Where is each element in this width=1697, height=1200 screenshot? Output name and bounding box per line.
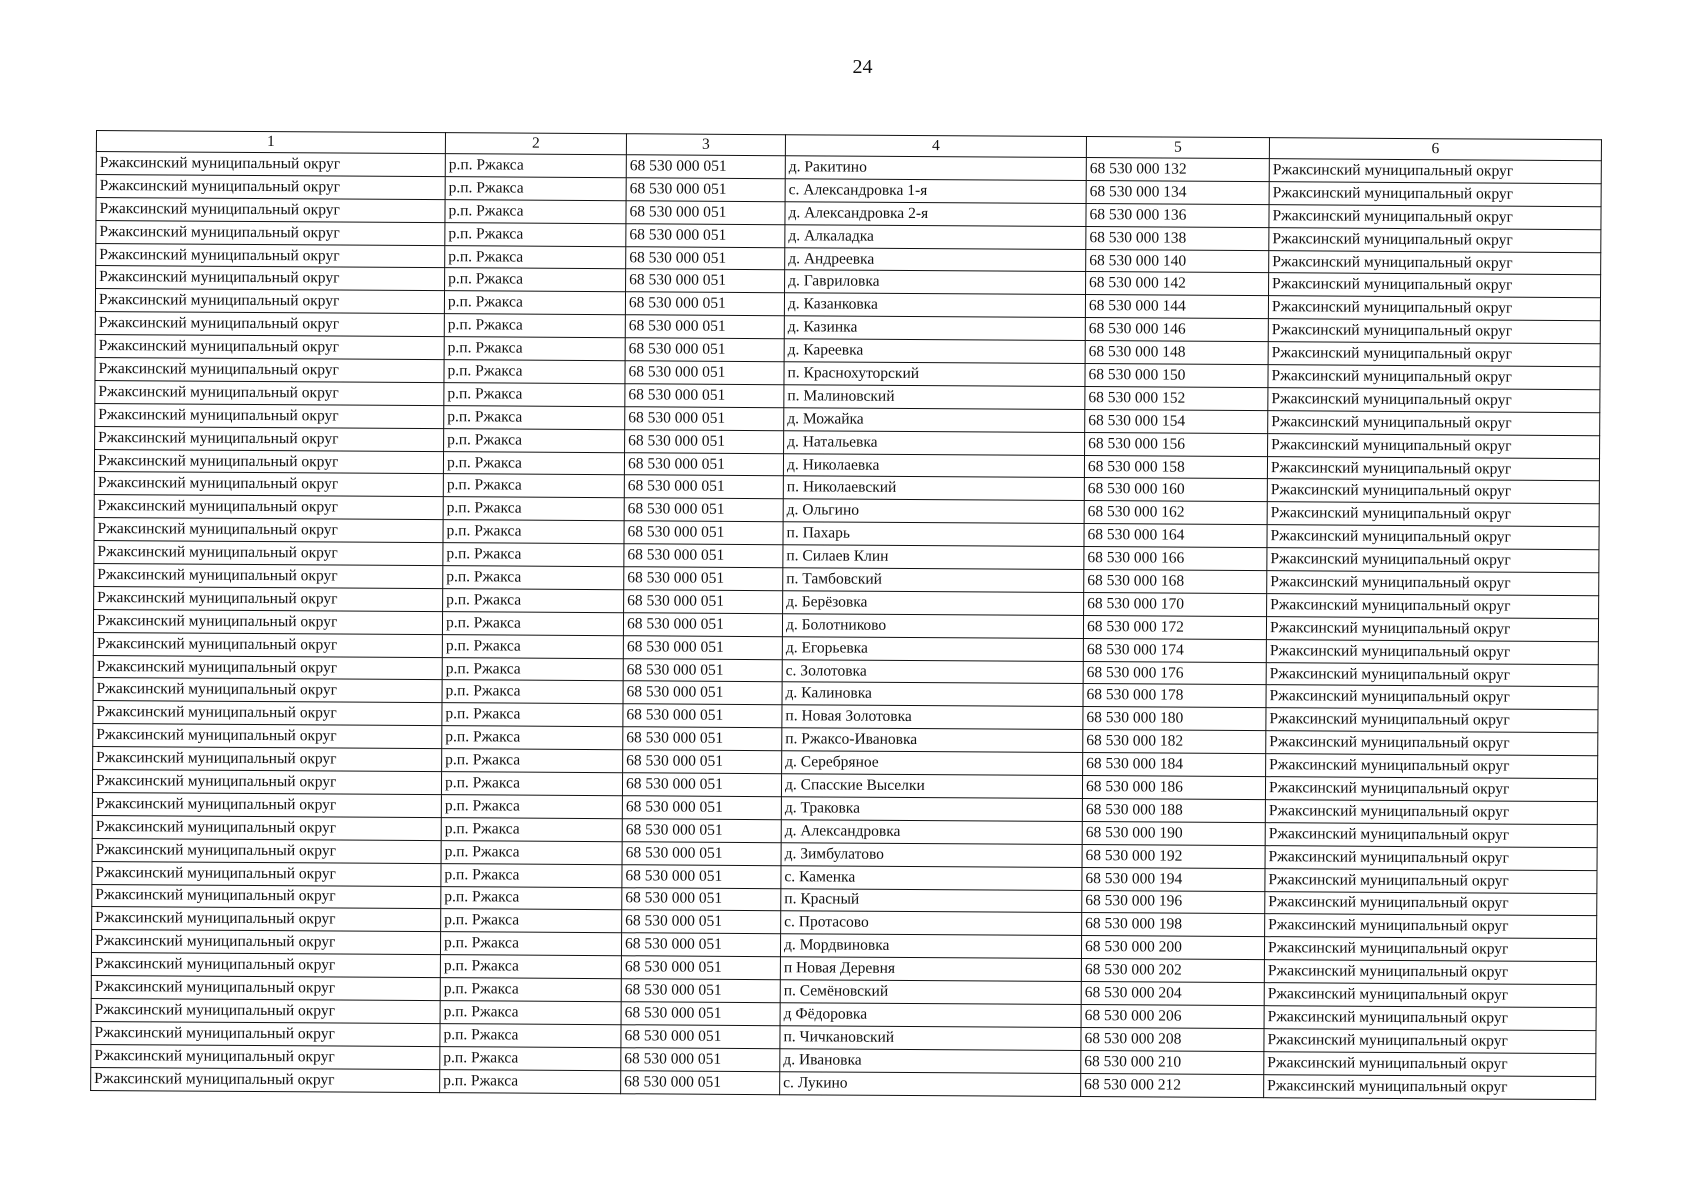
admin-center-oktmo-cell: 68 530 000 051 — [621, 956, 780, 980]
admin-center-oktmo-cell: 68 530 000 051 — [621, 1025, 780, 1049]
target-okrug-cell: Ржаксинский муниципальный округ — [1264, 937, 1596, 962]
target-okrug-cell: Ржаксинский муниципальный округ — [1266, 685, 1598, 710]
admin-center-oktmo-cell: 68 530 000 051 — [622, 841, 781, 865]
municipal-okrug-cell: Ржаксинский муниципальный округ — [95, 289, 444, 314]
admin-center-cell: р.п. Ржакса — [445, 222, 626, 246]
settlement-oktmo-cell: 68 530 000 160 — [1084, 478, 1267, 502]
settlement-name-cell: д. Калиновка — [782, 682, 1083, 707]
column-header-4: 4 — [785, 135, 1086, 158]
settlement-oktmo-cell: 68 530 000 132 — [1086, 158, 1269, 182]
settlement-oktmo-cell: 68 530 000 168 — [1084, 570, 1267, 594]
settlement-name-cell: д. Андреевка — [785, 247, 1086, 272]
admin-center-oktmo-cell: 68 530 000 051 — [624, 567, 783, 591]
settlement-oktmo-cell: 68 530 000 162 — [1084, 501, 1267, 525]
municipal-okrug-cell: Ржаксинский муниципальный округ — [93, 678, 442, 703]
admin-center-cell: р.п. Ржакса — [444, 291, 625, 315]
settlement-name-cell: д. Алкаладка — [785, 224, 1086, 249]
admin-center-cell: р.п. Ржакса — [444, 360, 625, 384]
municipal-okrug-cell: Ржаксинский муниципальный округ — [92, 815, 441, 840]
target-okrug-cell: Ржаксинский муниципальный округ — [1264, 1074, 1596, 1099]
settlement-oktmo-cell: 68 530 000 144 — [1085, 295, 1268, 319]
settlement-oktmo-cell: 68 530 000 138 — [1086, 226, 1269, 250]
settlement-oktmo-cell: 68 530 000 150 — [1085, 364, 1268, 388]
target-okrug-cell: Ржаксинский муниципальный округ — [1269, 204, 1601, 229]
admin-center-cell: р.п. Ржакса — [442, 680, 623, 704]
target-okrug-cell: Ржаксинский муниципальный округ — [1269, 159, 1601, 184]
target-okrug-cell: Ржаксинский муниципальный округ — [1265, 800, 1597, 825]
municipal-okrug-cell: Ржаксинский муниципальный округ — [95, 335, 444, 360]
settlement-oktmo-cell: 68 530 000 206 — [1081, 1004, 1264, 1028]
municipal-okrug-cell: Ржаксинский муниципальный округ — [93, 747, 442, 772]
municipal-okrug-cell: Ржаксинский муниципальный округ — [91, 953, 440, 978]
admin-center-oktmo-cell: 68 530 000 051 — [626, 178, 785, 202]
settlement-name-cell: д. Казанковка — [784, 293, 1085, 318]
municipal-okrug-cell: Ржаксинский муниципальный округ — [91, 998, 440, 1023]
admin-center-oktmo-cell: 68 530 000 051 — [624, 498, 783, 522]
admin-center-cell: р.п. Ржакса — [443, 543, 624, 567]
admin-center-oktmo-cell: 68 530 000 051 — [622, 887, 781, 911]
settlement-name-cell: д. Зимбулатово — [781, 842, 1082, 867]
municipal-okrug-cell: Ржаксинский муниципальный округ — [95, 403, 444, 428]
settlement-oktmo-cell: 68 530 000 178 — [1083, 684, 1266, 708]
admin-center-cell: р.п. Ржакса — [441, 863, 622, 887]
column-header-3: 3 — [626, 134, 785, 156]
admin-center-oktmo-cell: 68 530 000 051 — [623, 704, 782, 728]
target-okrug-cell: Ржаксинский муниципальный округ — [1264, 1028, 1596, 1053]
target-okrug-cell: Ржаксинский муниципальный округ — [1267, 594, 1599, 619]
settlement-name-cell: п. Семёновский — [780, 980, 1081, 1005]
settlement-oktmo-cell: 68 530 000 188 — [1082, 798, 1265, 822]
admin-center-cell: р.п. Ржакса — [442, 726, 623, 750]
admin-center-oktmo-cell: 68 530 000 051 — [626, 201, 785, 225]
settlement-oktmo-cell: 68 530 000 208 — [1081, 1027, 1264, 1051]
settlement-oktmo-cell: 68 530 000 190 — [1082, 821, 1265, 845]
settlement-name-cell: д. Натальевка — [784, 430, 1085, 455]
municipal-okrug-cell: Ржаксинский муниципальный округ — [96, 174, 445, 199]
settlement-oktmo-cell: 68 530 000 182 — [1083, 730, 1266, 754]
settlement-oktmo-cell: 68 530 000 180 — [1083, 707, 1266, 731]
municipal-okrug-cell: Ржаксинский муниципальный округ — [96, 266, 445, 291]
settlement-name-cell: п. Краснохуторский — [784, 362, 1085, 387]
settlement-oktmo-cell: 68 530 000 148 — [1085, 341, 1268, 365]
column-header-2: 2 — [445, 133, 626, 155]
settlement-name-cell: д. Мордвиновка — [780, 934, 1081, 959]
target-okrug-cell: Ржаксинский муниципальный округ — [1267, 502, 1599, 527]
municipal-okrug-cell: Ржаксинский муниципальный округ — [91, 1021, 440, 1046]
settlement-name-cell: п. Тамбовский — [783, 568, 1084, 593]
admin-center-oktmo-cell: 68 530 000 051 — [623, 750, 782, 774]
municipal-okrug-cell: Ржаксинский муниципальный округ — [92, 907, 441, 932]
settlement-name-cell: д. Александровка — [781, 820, 1082, 845]
settlement-name-cell: п Новая Деревня — [780, 957, 1081, 982]
admin-center-cell: р.п. Ржакса — [445, 268, 626, 292]
admin-center-cell: р.п. Ржакса — [444, 337, 625, 361]
target-okrug-cell: Ржаксинский муниципальный округ — [1264, 960, 1596, 985]
settlement-oktmo-cell: 68 530 000 210 — [1081, 1050, 1264, 1074]
admin-center-oktmo-cell: 68 530 000 051 — [623, 658, 782, 682]
admin-center-oktmo-cell: 68 530 000 051 — [624, 475, 783, 499]
target-okrug-cell: Ржаксинский муниципальный округ — [1268, 319, 1600, 344]
municipal-okrug-cell: Ржаксинский муниципальный округ — [93, 724, 442, 749]
target-okrug-cell: Ржаксинский муниципальный округ — [1269, 273, 1601, 298]
target-okrug-cell: Ржаксинский муниципальный округ — [1267, 571, 1599, 596]
settlement-name-cell: д. Спасские Выселки — [781, 774, 1082, 799]
admin-center-cell: р.п. Ржакса — [441, 840, 622, 864]
settlement-name-cell: д. Николаевка — [783, 453, 1084, 478]
settlement-name-cell: с. Каменка — [781, 865, 1082, 890]
target-okrug-cell: Ржаксинский муниципальный округ — [1268, 342, 1600, 367]
municipal-okrug-cell: Ржаксинский муниципальный округ — [96, 197, 445, 222]
municipal-okrug-cell: Ржаксинский муниципальный округ — [92, 792, 441, 817]
admin-center-oktmo-cell: 68 530 000 051 — [621, 1002, 780, 1026]
target-okrug-cell: Ржаксинский муниципальный округ — [1264, 1051, 1596, 1076]
settlement-oktmo-cell: 68 530 000 198 — [1082, 913, 1265, 937]
target-okrug-cell: Ржаксинский муниципальный округ — [1265, 845, 1597, 870]
target-okrug-cell: Ржаксинский муниципальный округ — [1269, 182, 1601, 207]
admin-center-oktmo-cell: 68 530 000 051 — [622, 796, 781, 820]
admin-center-cell: р.п. Ржакса — [445, 154, 626, 178]
municipal-okrug-cell: Ржаксинский муниципальный округ — [94, 518, 443, 543]
admin-center-cell: р.п. Ржакса — [444, 428, 625, 452]
municipal-okrug-cell: Ржаксинский муниципальный округ — [94, 472, 443, 497]
admin-center-oktmo-cell: 68 530 000 051 — [626, 155, 785, 179]
settlement-oktmo-cell: 68 530 000 204 — [1081, 982, 1264, 1006]
settlement-name-cell: д Фёдоровка — [780, 1003, 1081, 1028]
settlement-name-cell: д. Кареевка — [784, 339, 1085, 364]
settlement-name-cell: с. Золотовка — [782, 659, 1083, 684]
target-okrug-cell: Ржаксинский муниципальный округ — [1267, 456, 1599, 481]
admin-center-cell: р.п. Ржакса — [443, 474, 624, 498]
settlement-oktmo-cell: 68 530 000 136 — [1086, 203, 1269, 227]
target-okrug-cell: Ржаксинский муниципальный округ — [1266, 754, 1598, 779]
admin-center-cell: р.п. Ржакса — [443, 451, 624, 475]
admin-center-cell: р.п. Ржакса — [440, 1046, 621, 1070]
admin-center-cell: р.п. Ржакса — [441, 909, 622, 933]
admin-center-oktmo-cell: 68 530 000 051 — [621, 1070, 780, 1094]
admin-center-cell: р.п. Ржакса — [440, 932, 621, 956]
settlement-oktmo-cell: 68 530 000 166 — [1084, 547, 1267, 571]
municipal-okrug-cell: Ржаксинский муниципальный округ — [94, 564, 443, 589]
admin-center-oktmo-cell: 68 530 000 051 — [623, 613, 782, 637]
admin-center-cell: р.п. Ржакса — [440, 955, 621, 979]
admin-center-oktmo-cell: 68 530 000 051 — [626, 246, 785, 270]
settlement-oktmo-cell: 68 530 000 196 — [1082, 890, 1265, 914]
settlement-name-cell: п. Пахарь — [783, 522, 1084, 547]
settlement-oktmo-cell: 68 530 000 202 — [1081, 959, 1264, 983]
settlement-oktmo-cell: 68 530 000 152 — [1085, 386, 1268, 410]
admin-center-cell: р.п. Ржакса — [440, 1069, 621, 1093]
admin-center-oktmo-cell: 68 530 000 051 — [625, 361, 784, 385]
admin-center-oktmo-cell: 68 530 000 051 — [624, 521, 783, 545]
municipal-okrug-cell: Ржаксинский муниципальный округ — [95, 312, 444, 337]
admin-center-oktmo-cell: 68 530 000 051 — [623, 635, 782, 659]
municipal-okrug-cell: Ржаксинский муниципальный округ — [96, 152, 445, 177]
municipal-okrug-cell: Ржаксинский муниципальный округ — [94, 449, 443, 474]
table-container — [90, 130, 1602, 1100]
settlement-oktmo-cell: 68 530 000 212 — [1081, 1073, 1264, 1097]
target-okrug-cell: Ржаксинский муниципальный округ — [1265, 822, 1597, 847]
column-header-1: 1 — [96, 131, 445, 154]
settlement-oktmo-cell: 68 530 000 170 — [1084, 592, 1267, 616]
municipal-okrug-cell: Ржаксинский муниципальный округ — [92, 838, 441, 863]
settlement-oktmo-cell: 68 530 000 174 — [1083, 638, 1266, 662]
admin-center-oktmo-cell: 68 530 000 051 — [626, 223, 785, 247]
settlement-name-cell: п. Новая Золотовка — [782, 705, 1083, 730]
settlement-oktmo-cell: 68 530 000 200 — [1081, 936, 1264, 960]
municipal-okrug-cell: Ржаксинский муниципальный округ — [93, 632, 442, 657]
admin-center-oktmo-cell: 68 530 000 051 — [623, 727, 782, 751]
municipal-okrug-cell: Ржаксинский муниципальный округ — [91, 930, 440, 955]
table-body — [91, 152, 1602, 1100]
admin-center-oktmo-cell: 68 530 000 051 — [625, 384, 784, 408]
target-okrug-cell: Ржаксинский муниципальный округ — [1269, 250, 1601, 275]
settlement-oktmo-cell: 68 530 000 186 — [1082, 776, 1265, 800]
admin-center-cell: р.п. Ржакса — [444, 314, 625, 338]
admin-center-oktmo-cell: 68 530 000 051 — [621, 933, 780, 957]
settlement-name-cell: п. Ржаксо-Ивановка — [782, 728, 1083, 753]
municipal-okrug-cell: Ржаксинский муниципальный округ — [93, 655, 442, 680]
admin-center-oktmo-cell: 68 530 000 051 — [622, 773, 781, 797]
admin-center-cell: р.п. Ржакса — [443, 497, 624, 521]
settlement-oktmo-cell: 68 530 000 184 — [1083, 753, 1266, 777]
target-okrug-cell: Ржаксинский муниципальный округ — [1265, 891, 1597, 916]
settlement-name-cell: п. Силаев Клин — [783, 545, 1084, 570]
target-okrug-cell: Ржаксинский муниципальный округ — [1268, 296, 1600, 321]
settlements-table — [90, 130, 1602, 1100]
admin-center-oktmo-cell: 68 530 000 051 — [624, 544, 783, 568]
admin-center-cell: р.п. Ржакса — [443, 589, 624, 613]
admin-center-cell: р.п. Ржакса — [440, 1023, 621, 1047]
settlement-oktmo-cell: 68 530 000 158 — [1084, 455, 1267, 479]
admin-center-cell: р.п. Ржакса — [445, 199, 626, 223]
admin-center-oktmo-cell: 68 530 000 051 — [621, 1047, 780, 1071]
admin-center-oktmo-cell: 68 530 000 051 — [622, 910, 781, 934]
admin-center-cell: р.п. Ржакса — [442, 703, 623, 727]
target-okrug-cell: Ржаксинский муниципальный округ — [1266, 708, 1598, 733]
admin-center-cell: р.п. Ржакса — [441, 886, 622, 910]
municipal-okrug-cell: Ржаксинский муниципальный округ — [96, 243, 445, 268]
settlement-name-cell: п. Красный — [781, 888, 1082, 913]
target-okrug-cell: Ржаксинский муниципальный округ — [1266, 662, 1598, 687]
settlement-oktmo-cell: 68 530 000 164 — [1084, 524, 1267, 548]
target-okrug-cell: Ржаксинский муниципальный округ — [1266, 731, 1598, 756]
admin-center-cell: р.п. Ржакса — [442, 657, 623, 681]
admin-center-cell: р.п. Ржакса — [445, 245, 626, 269]
settlement-name-cell: д. Казинка — [784, 316, 1085, 341]
settlement-name-cell: д. Гавриловка — [785, 270, 1086, 295]
admin-center-oktmo-cell: 68 530 000 051 — [625, 407, 784, 431]
admin-center-oktmo-cell: 68 530 000 051 — [622, 864, 781, 888]
admin-center-cell: р.п. Ржакса — [441, 817, 622, 841]
municipal-okrug-cell: Ржаксинский муниципальный округ — [94, 586, 443, 611]
settlement-oktmo-cell: 68 530 000 176 — [1083, 661, 1266, 685]
settlement-oktmo-cell: 68 530 000 192 — [1082, 844, 1265, 868]
settlement-oktmo-cell: 68 530 000 156 — [1085, 432, 1268, 456]
municipal-okrug-cell: Ржаксинский муниципальный округ — [94, 541, 443, 566]
settlement-name-cell: д. Александровка 2-я — [785, 201, 1086, 226]
municipal-okrug-cell: Ржаксинский муниципальный округ — [91, 1044, 440, 1069]
settlement-oktmo-cell: 68 530 000 194 — [1082, 867, 1265, 891]
settlement-name-cell: д. Ольгино — [783, 499, 1084, 524]
municipal-okrug-cell: Ржаксинский муниципальный округ — [95, 426, 444, 451]
admin-center-oktmo-cell: 68 530 000 051 — [624, 452, 783, 476]
admin-center-cell: р.п. Ржакса — [440, 978, 621, 1002]
settlement-name-cell: д. Траковка — [781, 797, 1082, 822]
admin-center-cell: р.п. Ржакса — [442, 611, 623, 635]
admin-center-oktmo-cell: 68 530 000 051 — [625, 338, 784, 362]
settlement-name-cell: с. Александровка 1-я — [785, 179, 1086, 204]
settlement-name-cell: п. Николаевский — [783, 476, 1084, 501]
admin-center-cell: р.п. Ржакса — [444, 405, 625, 429]
admin-center-oktmo-cell: 68 530 000 051 — [626, 269, 785, 293]
admin-center-oktmo-cell: 68 530 000 051 — [625, 429, 784, 453]
target-okrug-cell: Ржаксинский муниципальный округ — [1267, 525, 1599, 550]
admin-center-oktmo-cell: 68 530 000 051 — [621, 979, 780, 1003]
municipal-okrug-cell: Ржаксинский муниципальный округ — [92, 861, 441, 886]
municipal-okrug-cell: Ржаксинский муниципальный округ — [96, 220, 445, 245]
municipal-okrug-cell: Ржаксинский муниципальный округ — [92, 770, 441, 795]
column-header-6: 6 — [1269, 138, 1601, 161]
admin-center-cell: р.п. Ржакса — [441, 772, 622, 796]
target-okrug-cell: Ржаксинский муниципальный округ — [1268, 388, 1600, 413]
target-okrug-cell: Ржаксинский муниципальный округ — [1264, 1006, 1596, 1031]
settlement-name-cell: д. Можайка — [784, 408, 1085, 433]
settlement-name-cell: д. Ивановка — [780, 1048, 1081, 1073]
column-header-5: 5 — [1086, 137, 1269, 159]
admin-center-cell: р.п. Ржакса — [443, 520, 624, 544]
target-okrug-cell: Ржаксинский муниципальный округ — [1265, 868, 1597, 893]
municipal-okrug-cell: Ржаксинский муниципальный округ — [93, 701, 442, 726]
settlement-name-cell: д. Егорьевка — [782, 636, 1083, 661]
target-okrug-cell: Ржаксинский муниципальный округ — [1264, 983, 1596, 1008]
municipal-okrug-cell: Ржаксинский муниципальный округ — [95, 380, 444, 405]
admin-center-cell: р.п. Ржакса — [442, 749, 623, 773]
settlement-oktmo-cell: 68 530 000 154 — [1085, 409, 1268, 433]
target-okrug-cell: Ржаксинский муниципальный округ — [1266, 639, 1598, 664]
admin-center-cell: р.п. Ржакса — [440, 1001, 621, 1025]
target-okrug-cell: Ржаксинский муниципальный округ — [1268, 365, 1600, 390]
settlement-name-cell: п. Малиновский — [784, 385, 1085, 410]
settlement-name-cell: д. Берёзовка — [783, 591, 1084, 616]
settlement-oktmo-cell: 68 530 000 146 — [1085, 318, 1268, 342]
settlement-oktmo-cell: 68 530 000 142 — [1086, 272, 1269, 296]
settlement-name-cell: д. Серебряное — [782, 751, 1083, 776]
settlement-name-cell: с. Лукино — [780, 1071, 1081, 1096]
admin-center-cell: р.п. Ржакса — [441, 795, 622, 819]
municipal-okrug-cell: Ржаксинский муниципальный округ — [91, 976, 440, 1001]
target-okrug-cell: Ржаксинский муниципальный округ — [1268, 410, 1600, 435]
settlement-name-cell: с. Протасово — [781, 911, 1082, 936]
target-okrug-cell: Ржаксинский муниципальный округ — [1265, 914, 1597, 939]
municipal-okrug-cell: Ржаксинский муниципальный округ — [92, 884, 441, 909]
page-number: 24 — [852, 56, 873, 78]
admin-center-oktmo-cell: 68 530 000 051 — [625, 292, 784, 316]
municipal-okrug-cell: Ржаксинский муниципальный округ — [93, 609, 442, 634]
target-okrug-cell: Ржаксинский муниципальный округ — [1269, 227, 1601, 252]
target-okrug-cell: Ржаксинский муниципальный округ — [1267, 548, 1599, 573]
target-okrug-cell: Ржаксинский муниципальный округ — [1267, 479, 1599, 504]
admin-center-cell: р.п. Ржакса — [444, 383, 625, 407]
admin-center-cell: р.п. Ржакса — [443, 566, 624, 590]
settlement-oktmo-cell: 68 530 000 140 — [1086, 249, 1269, 273]
target-okrug-cell: Ржаксинский муниципальный округ — [1265, 777, 1597, 802]
settlement-name-cell: д. Болотниково — [782, 614, 1083, 639]
municipal-okrug-cell: Ржаксинский муниципальный округ — [91, 1067, 440, 1092]
admin-center-cell: р.п. Ржакса — [445, 177, 626, 201]
settlement-oktmo-cell: 68 530 000 134 — [1086, 180, 1269, 204]
target-okrug-cell: Ржаксинский муниципальный округ — [1266, 616, 1598, 641]
admin-center-oktmo-cell: 68 530 000 051 — [624, 590, 783, 614]
admin-center-oktmo-cell: 68 530 000 051 — [622, 819, 781, 843]
target-okrug-cell: Ржаксинский муниципальный округ — [1268, 433, 1600, 458]
settlement-oktmo-cell: 68 530 000 172 — [1083, 615, 1266, 639]
admin-center-cell: р.п. Ржакса — [442, 634, 623, 658]
municipal-okrug-cell: Ржаксинский муниципальный округ — [94, 495, 443, 520]
admin-center-oktmo-cell: 68 530 000 051 — [623, 681, 782, 705]
municipal-okrug-cell: Ржаксинский муниципальный округ — [95, 358, 444, 383]
admin-center-oktmo-cell: 68 530 000 051 — [625, 315, 784, 339]
settlement-name-cell: д. Ракитино — [785, 156, 1086, 181]
settlement-name-cell: п. Чичкановский — [780, 1026, 1081, 1051]
